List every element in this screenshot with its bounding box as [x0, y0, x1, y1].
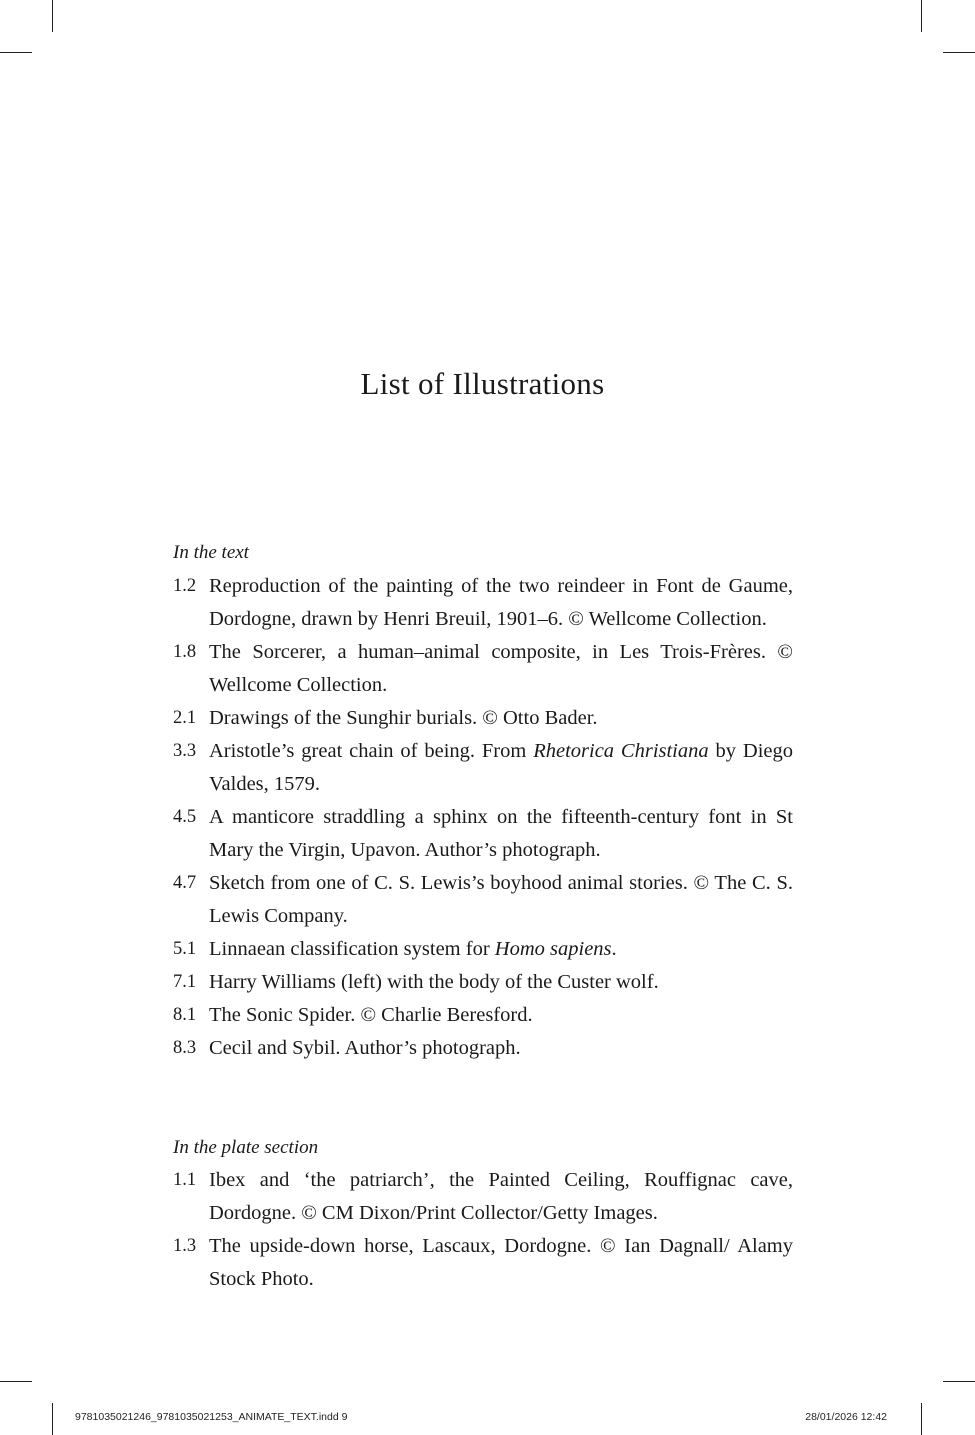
- figure-number: 4.5: [173, 807, 197, 827]
- list-item: [173, 570, 793, 636]
- figure-caption: Drawings of the Sunghir burials. © Otto Bader.: [209, 707, 598, 729]
- list-item: [173, 999, 793, 1032]
- caption-text: by Diego Valdes, 1579.: [209, 740, 793, 795]
- crop-mark-top-right: [921, 0, 922, 32]
- caption-text: .: [611, 938, 617, 960]
- figure-caption: [209, 938, 617, 960]
- list-item: [173, 636, 793, 702]
- figure-number: 8.1: [173, 1005, 197, 1025]
- page-title: List of Illustrations: [360, 366, 605, 401]
- figure-number: 8.3: [173, 1038, 197, 1058]
- figure-caption: A manticore straddling a sphinx on the fifteenth-century font in St Mary the Virgin, Upavon. Author’s photograph.: [209, 806, 793, 861]
- footer-timestamp: 28/01/2026 12:42: [805, 1411, 887, 1423]
- list-item: [173, 1164, 793, 1230]
- crop-mark-bottom-left: [52, 1403, 53, 1435]
- list-item: [173, 1230, 793, 1296]
- caption-italic-title: Rhetorica Christiana: [533, 740, 709, 762]
- crop-mark-bottom-left-h: [0, 1381, 32, 1382]
- figure-number: 1.8: [173, 642, 197, 662]
- figure-caption: The Sorcerer, a human–animal composite, in Les Trois-Frères. © Wellcome Collection.: [209, 641, 793, 696]
- figure-caption: Ibex and ‘the patriarch’, the Painted Ceiling, Rouffignac cave, Dordogne. © CM Dixon/Print Collector/Getty Images.: [209, 1169, 793, 1224]
- figure-number: 7.1: [173, 972, 197, 992]
- caption-text: Aristotle’s great chain of being. From: [209, 740, 534, 762]
- section-heading-in-text: In the text: [173, 542, 249, 563]
- footer-file-name: 9781035021246_9781035021253_ANIMATE_TEXT.indd 9: [75, 1411, 348, 1423]
- crop-mark-top-right-h: [943, 52, 975, 53]
- crop-mark-bottom-right-h: [943, 1381, 975, 1382]
- illustration-list-in-text: [173, 570, 793, 1065]
- list-item: [173, 735, 793, 801]
- figure-number: 3.3: [173, 741, 197, 761]
- list-item: [173, 702, 793, 735]
- figure-caption: Harry Williams (left) with the body of the Custer wolf.: [209, 971, 659, 993]
- list-item: [173, 1032, 793, 1065]
- figure-caption: Sketch from one of C. S. Lewis’s boyhood animal stories. © The C. S. Lewis Company.: [209, 872, 793, 927]
- figure-caption: The upside-down horse, Lascaux, Dordogne. © Ian Dagnall/ Alamy Stock Photo.: [209, 1235, 793, 1290]
- crop-mark-bottom-right: [921, 1403, 922, 1435]
- list-item: [173, 966, 793, 999]
- crop-mark-top-left-h: [0, 52, 32, 53]
- figure-number: 1.3: [173, 1236, 197, 1256]
- caption-italic-title: Homo sapiens: [494, 938, 612, 960]
- list-item: [173, 867, 793, 933]
- illustration-list-plate-section: [173, 1164, 793, 1296]
- figure-number: 2.1: [173, 708, 197, 728]
- section-heading-plate-section: In the plate section: [173, 1137, 319, 1158]
- list-item: [173, 933, 793, 966]
- figure-caption: [209, 740, 793, 795]
- caption-text: Linnaean classification system for: [209, 938, 495, 960]
- crop-mark-top-left: [52, 0, 53, 32]
- figure-number: 1.1: [173, 1170, 197, 1190]
- list-item: [173, 801, 793, 867]
- figure-number: 4.7: [173, 873, 197, 893]
- figure-caption: Cecil and Sybil. Author’s photograph.: [209, 1037, 521, 1059]
- figure-number: 1.2: [173, 576, 197, 596]
- figure-number: 5.1: [173, 939, 197, 959]
- figure-caption: The Sonic Spider. © Charlie Beresford.: [209, 1004, 533, 1026]
- figure-caption: Reproduction of the painting of the two reindeer in Font de Gaume, Dordogne, drawn by Henri Breuil, 1901–6. © Wellcome Collection.: [209, 575, 793, 630]
